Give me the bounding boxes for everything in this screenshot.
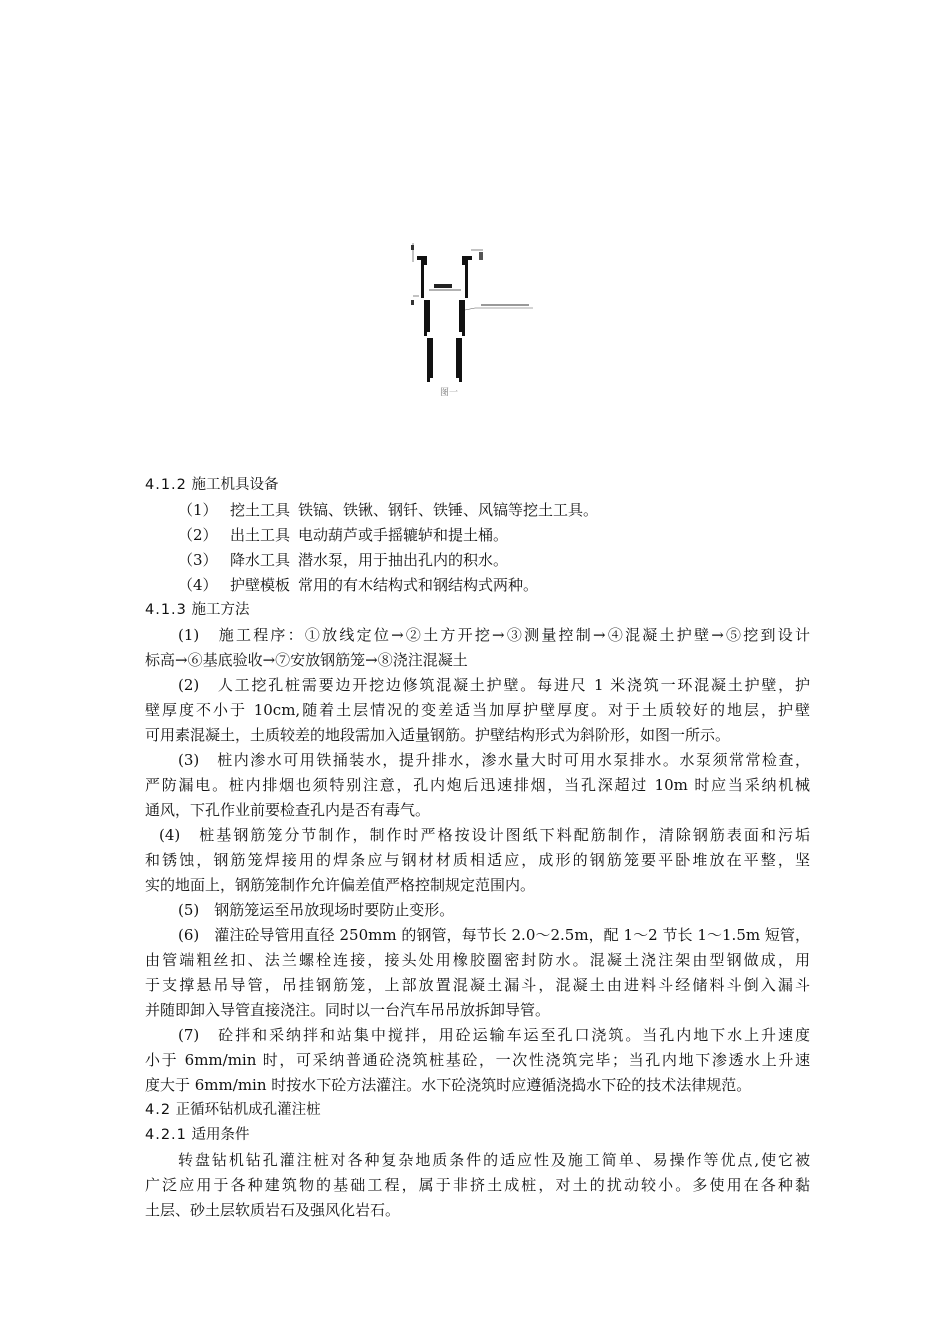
paragraph-line: 土层、砂土层软质岩石及强风化岩石。: [145, 1201, 401, 1219]
left-wall: [417, 256, 433, 382]
paragraph-line: 于支撑悬吊导管，吊挂钢筋笼，上部放置混凝土漏斗，混凝土由进料斗经储料斗倒入漏斗: [145, 976, 810, 994]
paragraph-line: 并随即卸入导管直接浇注。同时以一台汽车吊吊放拆卸导管。: [145, 1001, 551, 1019]
paragraph-line: 和锈蚀，钢筋笼焊接用的焊条应与钢材材质相适应，成形的钢筋笼要平卧堆放在平整，坚: [145, 851, 810, 869]
paragraph-line: 壁厚度不小于 10cm,随着土层情况的变差适当加厚护壁厚度。对于土质较好的地层，护壁: [145, 701, 810, 719]
paragraph-line: (2) 人工挖孔桩需要边开挖边修筑混凝土护壁。每进尺 1 米浇筑一环混凝土护壁，护: [178, 676, 810, 694]
section-heading-4-2: 4.2 正循环钻机成孔灌注桩: [145, 1102, 321, 1118]
diameter-label-mark: [434, 284, 452, 288]
wall-leader-line: [465, 308, 475, 310]
paragraph-line: (3) 桩内渗水可用铁捅装水，提升排水，渗水量大时可用水泵排水。水泵须常常检查，: [178, 751, 810, 769]
paragraph-line: (5) 钢筋笼运至吊放现场时要防止变形。: [178, 901, 455, 919]
paragraph-line: 小于 6mm/min 时，可采纳普通砼浇筑桩基砼，一次性浇筑完毕；当孔内地下渗透水上升速: [145, 1051, 810, 1069]
paragraph-line: 由管端粗丝扣、法兰螺栓连接，接头处用橡胶圈密封防水。混凝土浇注架由型钢做成，用: [145, 951, 810, 969]
section-heading-4-1-3: 4.1.3 施工方法: [145, 602, 250, 618]
paragraph-line: (1) 施工程序：①放线定位→②土方开挖→③测量控制→④混凝土护壁→⑤挖到设计: [178, 626, 810, 644]
right-wall: [456, 256, 472, 382]
figure-caption: 图一: [439, 388, 458, 398]
paragraph-line: 通风，下孔作业前要检查孔内是否有毒气。: [145, 801, 431, 819]
tool-item: （2） 出土工具 电动葫芦或手摇辘轳和提土桶。: [178, 526, 509, 544]
paragraph-line: 实的地面上，钢筋笼制作允许偏差值严格控制规定范围内。: [145, 876, 536, 894]
paragraph-line: 转盘钻机钻孔灌注桩对各种复杂地质条件的适应性及施工简单、易操作等优点,使它被: [178, 1151, 810, 1169]
paragraph-line: 严防漏电。桩内排烟也须特别注意，孔内炮后迅速排烟，当孔深超过 10m 时应当采纳机械: [145, 776, 810, 794]
paragraph-line: (6) 灌注砼导管用直径 250mm 的钢管，每节长 2.0～2.5m，配 1～2 节长 1～1.5m 短管，: [178, 926, 810, 944]
pile-wall-figure: [405, 240, 545, 405]
paragraph-line: (4) 桩基钢筋笼分节制作，制作时严格按设计图纸下料配筋制作，清除钢筋表面和污垢: [159, 826, 810, 844]
paragraph-line: (7) 砼拌和采纳拌和站集中搅拌，用砼运输车运至孔口浇筑。当孔内地下水上升速度: [178, 1026, 810, 1044]
tool-item: （1） 挖土工具 铁镐、铁锹、钢钎、铁锤、风镐等挖土工具。: [178, 501, 599, 519]
section-heading-4-1-2: 4.1.2 施工机具设备: [145, 477, 279, 493]
section-heading-4-2-1: 4.2.1 适用条件: [145, 1127, 250, 1143]
paragraph-line: 可用素混凝土，土质较差的地段需加入适量钢筋。护壁结构形式为斜阶形，如图一所示。: [145, 726, 731, 744]
document-body: [145, 473, 810, 1223]
paragraph-line: 度大于 6mm/min 时按水下砼方法灌注。水下砼浇筑时应遵循浇捣水下砼的技术法律规范。: [145, 1076, 752, 1094]
pile-wall-diagram: [405, 240, 545, 390]
paragraph-line: 标高→⑥基底验收→⑦安放钢筋笼→⑧浇注混凝土: [145, 651, 468, 669]
paragraph-line: 广泛应用于各种建筑物的基础工程，属于非挤土成桩，对土的扰动较小。多使用在各种黏: [145, 1176, 810, 1194]
tool-item: （4） 护壁模板 常用的有木结构式和钢结构式两种。: [178, 576, 539, 594]
tool-item: （3） 降水工具 潜水泵，用于抽出孔内的积水。: [178, 551, 509, 569]
